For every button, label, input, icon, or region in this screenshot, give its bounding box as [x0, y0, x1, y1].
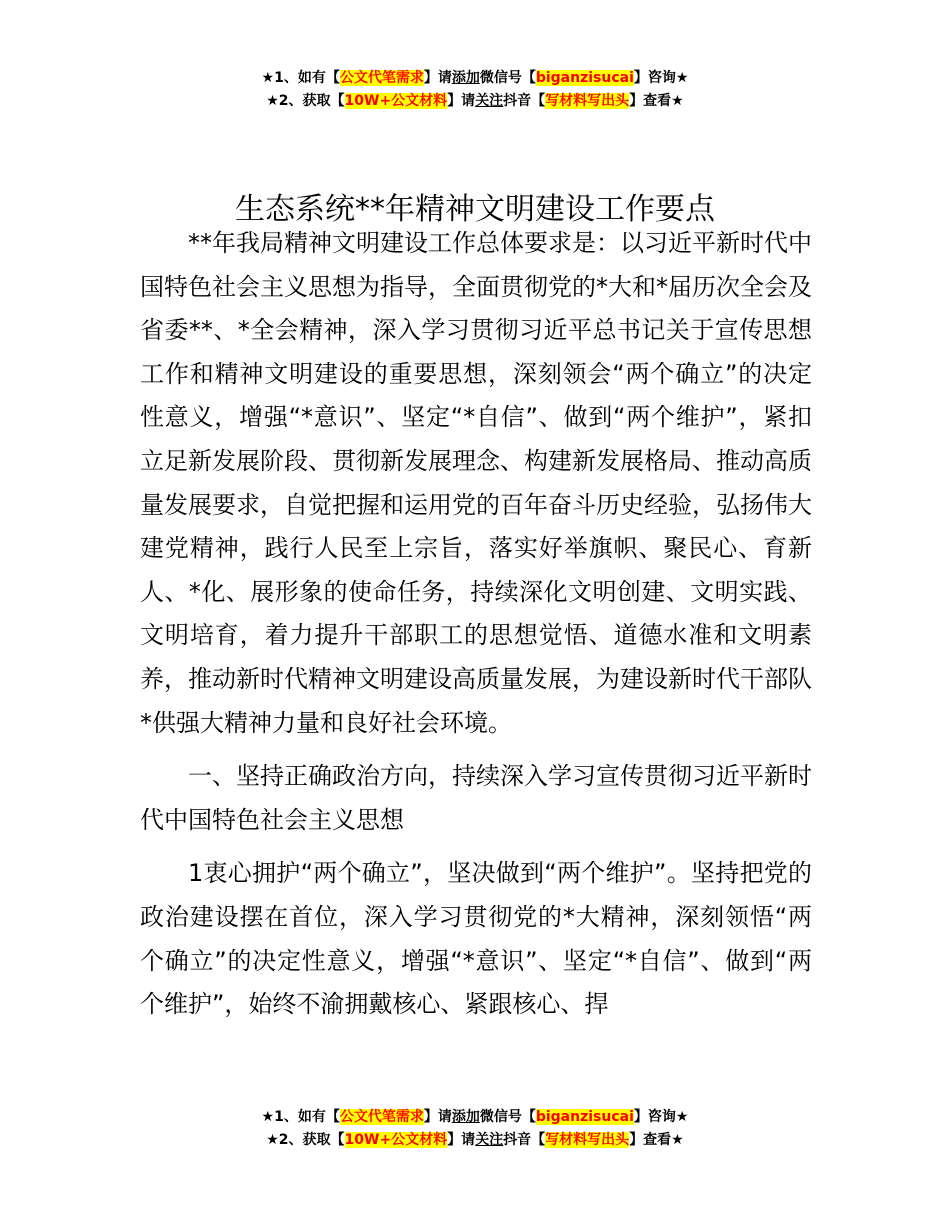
paragraph-general-requirements: **年我局精神文明建设工作总体要求是：以习近平新时代中国特色社会主义思想为指导，全面贯彻党的*大和*届历次全会及省委**、*全会精神，深入学习贯彻习近平总书记关于宣传思想工作和精神文明建设的重要思想，深刻领会“两个确立”的决定性意义，增强“*意识”、坚定“*自信”、做到“两个维护”，紧扣立足新发展阶段、贯彻新发展理念、构建新发展格局、推动高质量发展要求，自觉把握和运用党的百年奋斗历史经验，弘扬伟大建党精神，践行人民至上宗旨，落实好举旗帜、聚民心、育新人、*化、展形象的使命任务，持续深化文明创建、文明实践、文明培育，着力提升干部职工的思想觉悟、道德水准和文明素养，推动新时代精神文明建设高质量发展，为建设新时代干部队*供强大精神力量和良好社会环境。 — [140, 229, 812, 737]
promo-text: 】咨询★ — [633, 70, 689, 86]
promo-text: 】咨询★ — [633, 1109, 689, 1125]
promo-line-1 — [0, 1106, 950, 1129]
promo-banner-top — [0, 67, 950, 113]
section-heading-1: 一、坚持正确政治方向，持续深入学习宣传贯彻习近平新时代中国特色社会主义思想 — [140, 762, 812, 834]
promo-text: 抖音【 — [503, 93, 546, 109]
promo-line-2 — [0, 1129, 950, 1152]
promo-highlight: 10W+公文材料 — [344, 93, 448, 109]
promo-text: ★2、获取【 — [266, 93, 345, 109]
promo-text: ★1、如有【 — [261, 70, 340, 86]
paragraph-item-1: 1衷心拥护“两个确立”，坚决做到“两个维护”。坚持把党的政治建设摆在首位，深入学习贯彻党的*大精神，深刻领悟“两个确立”的决定性意义，增强“*意识”、坚定“*自信”、做到“两个维护”，始终不渝拥戴核心、紧跟核心、捍 — [140, 859, 812, 1019]
promo-text: ★1、如有【 — [261, 1109, 340, 1125]
promo-banner-bottom — [0, 1106, 950, 1152]
promo-text: 】请 — [423, 70, 452, 86]
promo-underlined-text: 添加 — [451, 1109, 480, 1125]
promo-text: 微信号【 — [479, 70, 536, 86]
promo-text: 】请 — [423, 1109, 452, 1125]
promo-text: 】请 — [447, 1132, 476, 1148]
promo-highlight-wechat-id: biganzisucai — [535, 1109, 634, 1125]
promo-text: 】请 — [447, 93, 476, 109]
promo-highlight: 公文代笔需求 — [339, 70, 424, 86]
document-body — [140, 222, 812, 1027]
promo-line-1 — [0, 67, 950, 90]
promo-line-2 — [0, 90, 950, 113]
promo-text: 微信号【 — [479, 1109, 536, 1125]
promo-highlight-wechat-id: biganzisucai — [535, 70, 634, 86]
promo-underlined-text: 关注 — [475, 1132, 504, 1148]
promo-underlined-text: 关注 — [475, 93, 504, 109]
promo-highlight: 公文代笔需求 — [339, 1109, 424, 1125]
promo-text: 】查看★ — [629, 1132, 684, 1148]
promo-highlight-douyin-id: 写材料写出头 — [545, 1132, 630, 1148]
promo-highlight-douyin-id: 写材料写出头 — [545, 93, 630, 109]
promo-text: 】查看★ — [629, 93, 684, 109]
document-title: 生态系统**年精神文明建设工作要点 — [235, 192, 715, 228]
promo-underlined-text: 添加 — [451, 70, 480, 86]
promo-text: ★2、获取【 — [266, 1132, 345, 1148]
promo-highlight: 10W+公文材料 — [344, 1132, 448, 1148]
promo-text: 抖音【 — [503, 1132, 546, 1148]
